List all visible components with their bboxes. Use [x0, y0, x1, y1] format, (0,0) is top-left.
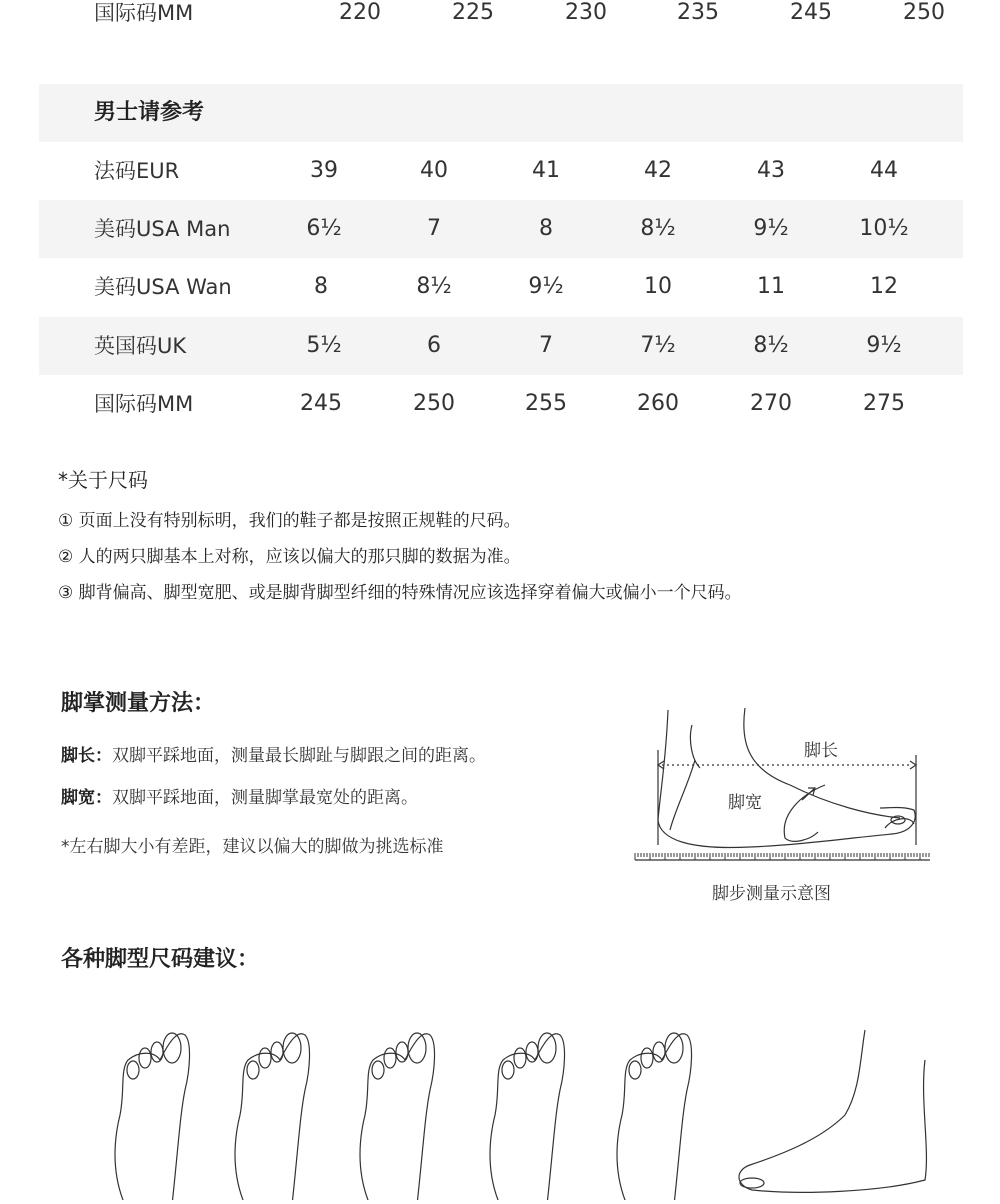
note-item: ② 人的两只脚基本上对称，应该以偏大的那只脚的数据为准。 [58, 547, 521, 567]
size-value: 41 [532, 158, 560, 183]
size-value: 42 [644, 158, 672, 183]
size-value: 9½ [866, 333, 902, 358]
foot-shape [490, 1033, 565, 1200]
width-label: 脚宽： [61, 788, 112, 808]
size-value: 245 [790, 0, 832, 25]
size-value: 8½ [753, 333, 789, 358]
size-value: 6½ [306, 216, 342, 241]
size-row-uk [39, 317, 963, 375]
size-value: 8 [314, 274, 328, 299]
size-row-top-mm [39, 0, 963, 42]
foot-shape [360, 1033, 435, 1200]
row-label: 英国码UK [94, 334, 187, 358]
size-value: 39 [310, 158, 338, 183]
size-value: 10 [644, 274, 672, 299]
size-value: 9½ [528, 274, 564, 299]
size-value: 255 [525, 391, 567, 416]
size-value: 275 [863, 391, 905, 416]
diagram-length-label: 脚长 [804, 741, 838, 761]
size-value: 44 [870, 158, 898, 183]
diagram-width-label: 脚宽 [728, 793, 762, 813]
row-label: 国际码MM [94, 392, 194, 416]
size-notes [58, 464, 742, 611]
size-value: 5½ [306, 333, 342, 358]
size-value: 12 [870, 274, 898, 299]
side-foot-shape [739, 1030, 926, 1192]
size-value: 235 [677, 0, 719, 25]
row-label: 美码USA Wan [94, 275, 232, 299]
size-value: 7 [427, 216, 441, 241]
length-text: 双脚平踩地面，测量最长脚趾与脚跟之间的距离。 [112, 746, 486, 766]
section-title: 男士请参考 [94, 100, 205, 125]
men-size-header [39, 84, 963, 142]
foot-shapes [80, 1020, 960, 1200]
foot-measure-diagram [630, 700, 940, 910]
row-label: 美码USA Man [94, 217, 231, 241]
foot-shape [617, 1033, 692, 1200]
size-value: 245 [300, 391, 342, 416]
measure-title: 脚掌测量方法： [61, 691, 216, 716]
size-value: 8½ [640, 216, 676, 241]
size-row-eur [39, 142, 963, 200]
size-value: 7½ [640, 333, 676, 358]
foot-type-title: 各种脚型尺码建议： [61, 947, 260, 972]
row-label: 国际码MM [94, 1, 194, 25]
row-label: 法码EUR [94, 159, 180, 183]
width-description [61, 783, 418, 808]
size-value: 230 [565, 0, 607, 25]
size-value: 40 [420, 158, 448, 183]
length-description [61, 741, 486, 766]
note-item: ① 页面上没有特别标明，我们的鞋子都是按照正规鞋的尺码。 [58, 511, 521, 531]
size-value: 11 [757, 274, 785, 299]
size-value: 250 [413, 391, 455, 416]
size-value: 220 [339, 0, 381, 25]
note-item: ③ 脚背偏高、脚型宽肥、或是脚背脚型纤细的特殊情况应该选择穿着偏大或偏小一个尺码。 [58, 583, 742, 603]
size-row-usa-man [39, 200, 963, 258]
size-value: 8 [539, 216, 553, 241]
size-row-usa-wan [39, 258, 963, 316]
length-label: 脚长： [61, 746, 112, 766]
measure-tip: *左右脚大小有差距，建议以偏大的脚做为挑选标准 [61, 837, 444, 857]
size-value: 9½ [753, 216, 789, 241]
size-value: 270 [750, 391, 792, 416]
size-value: 10½ [859, 216, 909, 241]
diagram-caption: 脚步测量示意图 [712, 884, 831, 904]
size-value: 260 [637, 391, 679, 416]
foot-type-illustrations [80, 1020, 960, 1200]
foot-shape [115, 1033, 190, 1200]
size-value: 250 [903, 0, 945, 25]
size-value: 225 [452, 0, 494, 25]
size-row-mm [39, 375, 963, 433]
foot-shape [235, 1033, 310, 1200]
size-value: 7 [539, 333, 553, 358]
width-text: 双脚平踩地面，测量脚掌最宽处的距离。 [112, 788, 418, 808]
size-value: 6 [427, 333, 441, 358]
size-value: 8½ [416, 274, 452, 299]
size-value: 43 [757, 158, 785, 183]
notes-title: *关于尺码 [58, 468, 148, 492]
